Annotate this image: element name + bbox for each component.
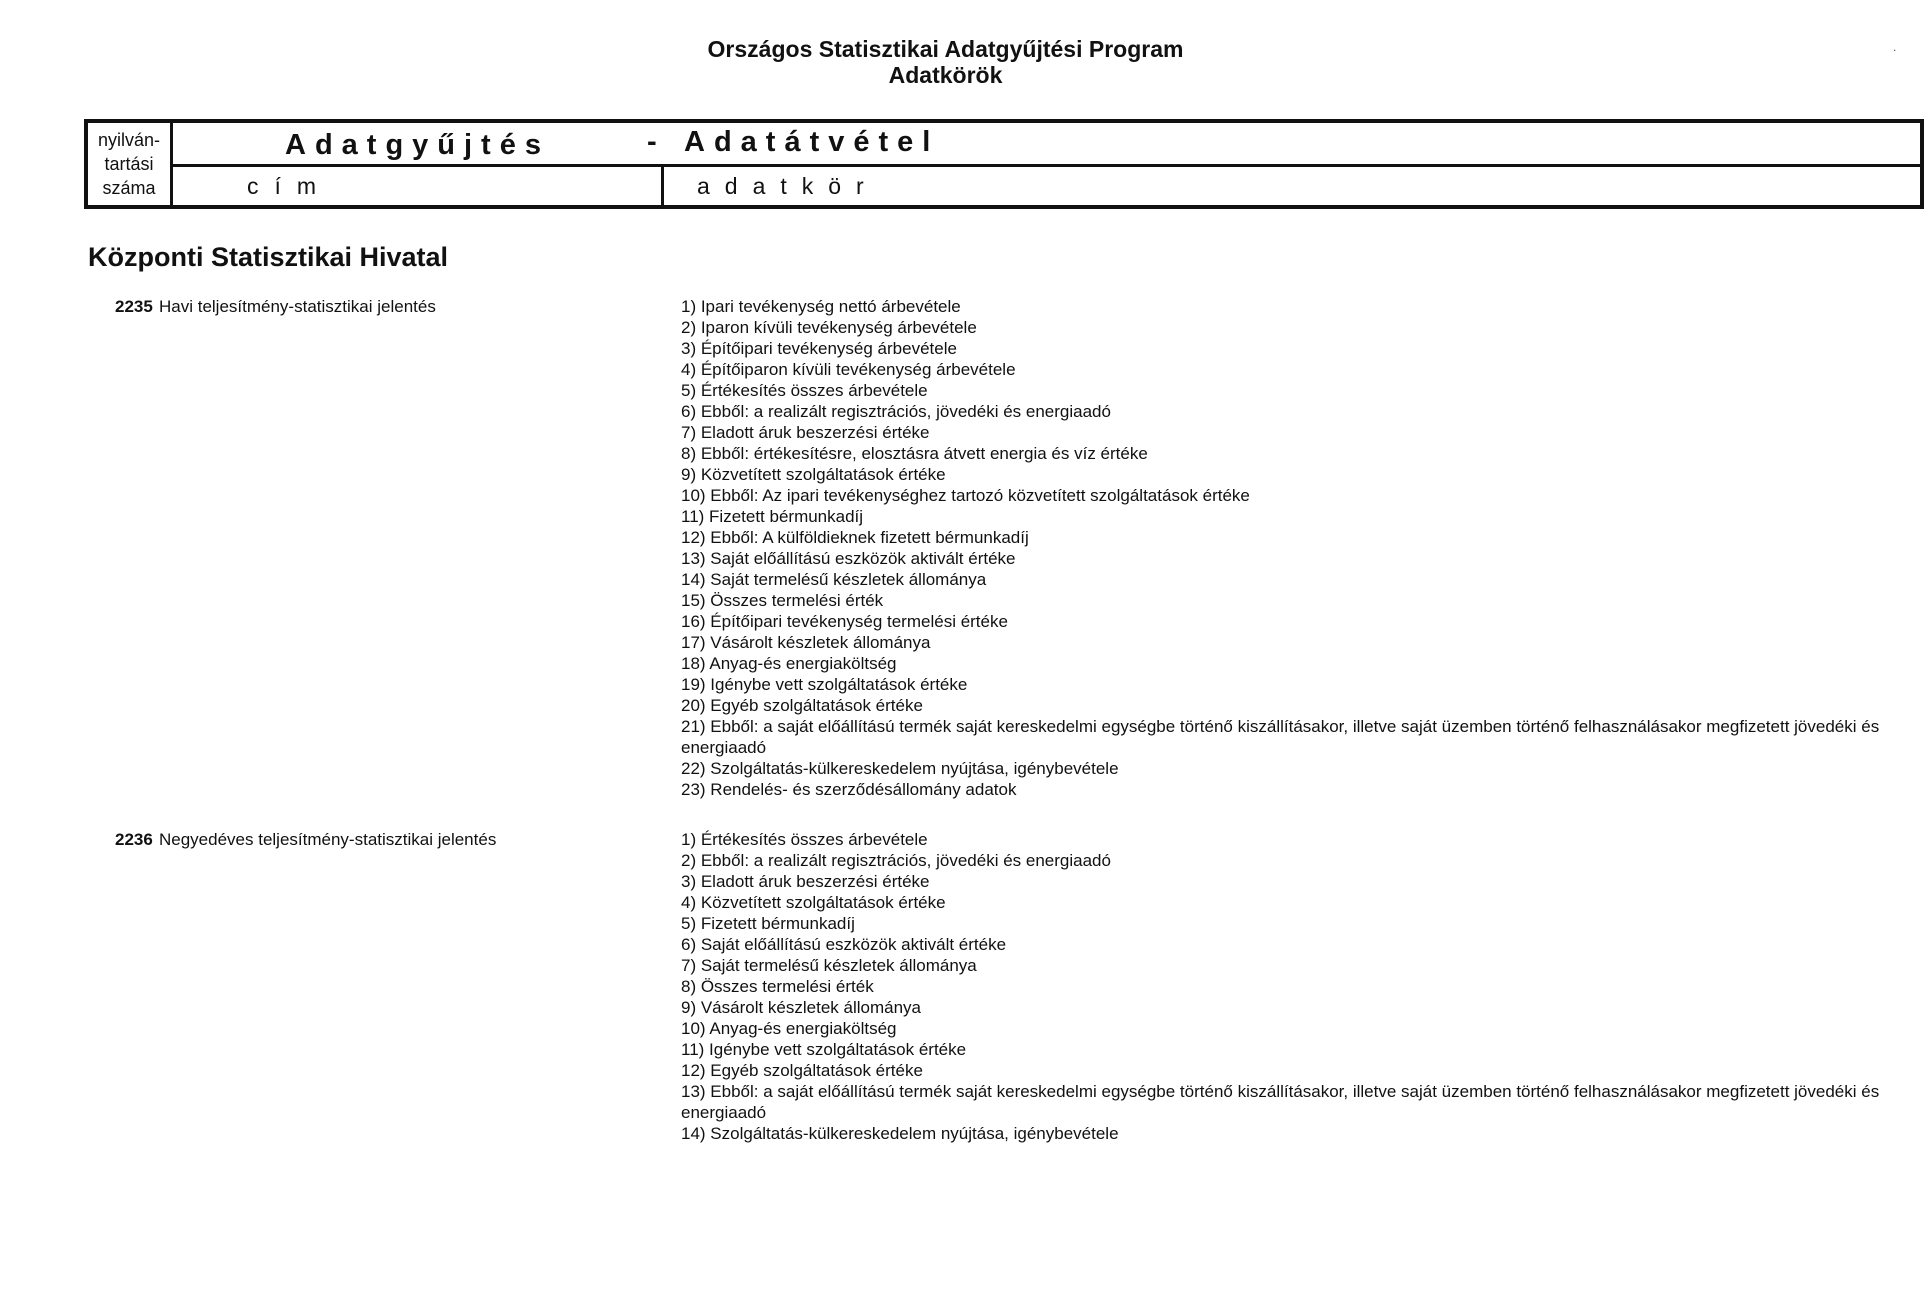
- data-item: 2) Ebből: a realizált regisztrációs, jövedéki és energiaadó: [681, 851, 1111, 870]
- data-item: 7) Eladott áruk beszerzési értéke: [681, 423, 930, 442]
- data-item: 21) Ebből: a saját előállítású termék saját kereskedelmi egységbe történő kiszállításakor, illetve saját üzemben történő felhasználásakor megfizetett jövedéki és energiaadó: [681, 717, 1880, 757]
- survey-name: Havi teljesítmény-statisztikai jelentés: [159, 297, 436, 316]
- data-item: 4) Közvetített szolgáltatások értéke: [681, 893, 946, 912]
- data-item: 22) Szolgáltatás-külkereskedelem nyújtása, igénybevétele: [681, 759, 1119, 778]
- data-item: 8) Ebből: értékesítésre, elosztásra átvett energia és víz értéke: [681, 444, 1148, 463]
- data-item: 23) Rendelés- és szerződésállomány adatok: [681, 780, 1017, 799]
- data-item: 15) Összes termelési érték: [681, 591, 884, 610]
- column-header-table: [84, 119, 1924, 209]
- data-transfer-header: Adatátvétel: [684, 126, 940, 158]
- data-item: 7) Saját termelésű készletek állománya: [681, 956, 977, 975]
- data-item: 6) Ebből: a realizált regisztrációs, jövedéki és energiaadó: [681, 402, 1111, 421]
- title-column-header: cím: [247, 173, 333, 199]
- data-item: 13) Ebből: a saját előállítású termék saját kereskedelmi egységbe történő kiszállításakor, illetve saját üzemben történő felhasználásakor megfizetett jövedéki és energiaadó: [681, 1082, 1880, 1122]
- data-item-list: [681, 829, 1901, 1144]
- data-item: 1) Ipari tevékenység nettó árbevétele: [681, 297, 961, 316]
- organization-heading: Központi Statisztikai Hivatal: [88, 242, 449, 272]
- data-item: 12) Ebből: A külföldieknek fizetett bérmunkadíj: [681, 528, 1029, 547]
- header-divider-horizontal: [173, 164, 1920, 167]
- corner-mark: .: [1893, 40, 1897, 54]
- data-item: 16) Építőipari tevékenység termelési értéke: [681, 612, 1008, 631]
- document-title: [0, 36, 1891, 88]
- data-item: 19) Igénybe vett szolgáltatások értéke: [681, 675, 968, 694]
- survey-id: 2236: [115, 830, 153, 849]
- data-item: 13) Saját előállítású eszközök aktivált értéke: [681, 549, 1016, 568]
- data-item: 3) Eladott áruk beszerzési értéke: [681, 872, 930, 891]
- header-divider-vertical: [661, 164, 664, 205]
- title-line-1: Országos Statisztikai Adatgyűjtési Program: [707, 36, 1184, 62]
- header-dash: -: [647, 126, 657, 158]
- registration-number-header: [88, 123, 173, 205]
- data-item: 14) Szolgáltatás-külkereskedelem nyújtása, igénybevétele: [681, 1124, 1119, 1143]
- data-item: 14) Saját termelésű készletek állománya: [681, 570, 987, 589]
- data-collection-header: Adatgyűjtés: [285, 129, 550, 161]
- title-line-2: Adatkörök: [888, 62, 1003, 88]
- data-item: 9) Közvetített szolgáltatások értéke: [681, 465, 946, 484]
- survey-id: 2235: [115, 297, 153, 316]
- data-item: 11) Igénybe vett szolgáltatások értéke: [681, 1040, 967, 1059]
- data-item: 9) Vásárolt készletek állománya: [681, 998, 922, 1017]
- reg-header-line-3: száma: [102, 178, 156, 198]
- reg-header-line-1: nyilván-: [97, 130, 161, 150]
- survey-name: Negyedéves teljesítmény-statisztikai jelentés: [159, 830, 497, 849]
- data-item: 5) Fizetett bérmunkadíj: [681, 914, 855, 933]
- data-item: 3) Építőipari tevékenység árbevétele: [681, 339, 957, 358]
- data-item: 4) Építőiparon kívüli tevékenység árbevétele: [681, 360, 1016, 379]
- data-item: 10) Ebből: Az ipari tevékenységhez tartozó közvetített szolgáltatások értéke: [681, 486, 1250, 505]
- data-item: 2) Iparon kívüli tevékenység árbevétele: [681, 318, 977, 337]
- data-item: 5) Értékesítés összes árbevétele: [681, 381, 928, 400]
- data-item: 17) Vásárolt készletek állománya: [681, 633, 931, 652]
- data-item-list: [681, 296, 1901, 800]
- data-item: 11) Fizetett bérmunkadíj: [681, 507, 864, 526]
- data-item: 12) Egyéb szolgáltatások értéke: [681, 1061, 923, 1080]
- data-item: 1) Értékesítés összes árbevétele: [681, 830, 928, 849]
- data-scope-column-header: adatkör: [697, 173, 879, 199]
- data-item: 8) Összes termelési érték: [681, 977, 874, 996]
- data-item: 6) Saját előállítású eszközök aktivált értéke: [681, 935, 1007, 954]
- data-item: 10) Anyag-és energiaköltség: [681, 1019, 897, 1038]
- data-item: 20) Egyéb szolgáltatások értéke: [681, 696, 923, 715]
- reg-header-line-2: tartási: [104, 154, 154, 174]
- data-item: 18) Anyag-és energiaköltség: [681, 654, 897, 673]
